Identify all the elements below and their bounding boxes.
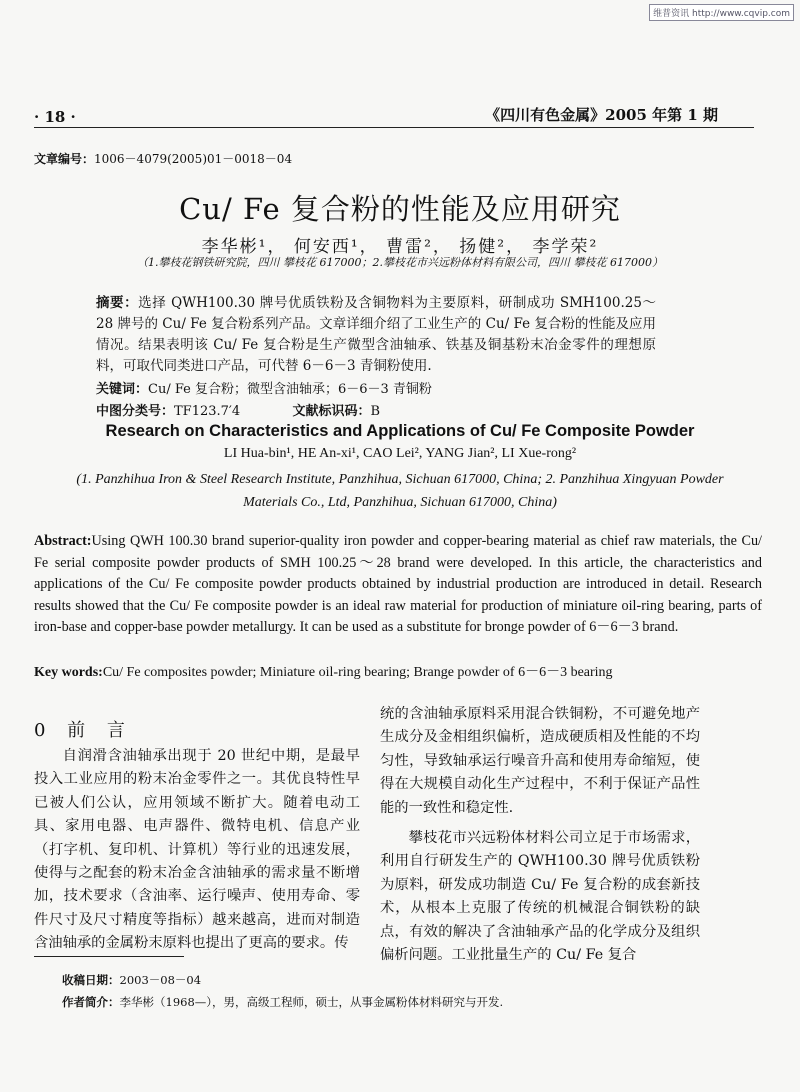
authors-cn: 李华彬¹， 何安西¹， 曹雷²， 扬健²， 李学荣²: [201, 237, 599, 257]
abstract-en: [34, 531, 762, 639]
abstract-cn: [96, 293, 656, 377]
received-value: 2003－08－04: [119, 973, 202, 987]
doc-code-label: 文献标识码：: [292, 404, 371, 419]
keywords-en-label: Key words:: [34, 665, 103, 680]
body-paragraph: 自润滑含油轴承出现于 20 世纪中期，是最早投入工业应用的粉末冶金零件之一。其优良特性早已被人们公认，应用领域不断扩大。随着电动工具、家用电器、电声器件、微特电机、信息产业（打字机、复印机、计算机）等行业的迅速发展，使得与之配套的粉末冶金含油轴承的需求量不断增加，技术要求（含油率、运行噪声、使用寿命、零件尺寸及尺寸精度等指标）越来越高，进而对制造含油轴承的金属粉末原料也提出了更高的要求。传: [34, 748, 360, 952]
affiliation-en: (1. Panzhihua Iron & Steel Research Institute, Panzhihua, Sichuan 617000, China; 2. Panzhihua Xingyuan Powder Materials Co., Ltd, Panzhihua, Sichuan 617000, China): [76, 472, 724, 510]
watermark: 维普资讯 http://www.cqvip.com: [649, 4, 794, 21]
title-en: Research on Characteristics and Applications of Cu/ Fe Composite Powder: [105, 422, 695, 440]
classification: [96, 400, 380, 419]
body-paragraph: 攀枝花市兴远粉体材料公司立足于市场需求，利用自行研发生产的 QWH100.30 牌号优质铁粉为原料，研发成功制造 Cu/ Fe 复合粉的成套新技术，从根本上克服了传统的机械混合铜铁粉的缺点，有效的解决了含油轴承产品的化学成分及组织偏析问题。工业批量生产的 Cu/ Fe 复合: [380, 830, 700, 964]
abstract-cn-text: 选择 QWH100.30 牌号优质铁粉及含铜物料为主要原料，研制成功 SMH100.25～28 牌号的 Cu/ Fe 复合粉系列产品。文章详细介绍了工业生产的 Cu/ Fe 复合粉的性能及应用情况。结果表明该 Cu/ Fe 复合粉是生产微型含油轴承、铁基及铜基粉末冶金零件的理想原料，可取代同类进口产品，可代替 6－6－3 青铜粉使用.: [96, 295, 656, 374]
doc-code-value: B: [370, 404, 381, 419]
clc-label: 中图分类号：: [96, 404, 175, 419]
header-rule: [34, 127, 754, 128]
article-number: [34, 150, 292, 167]
journal-header: 《四川有色金属》2005 年第 1 期: [485, 106, 718, 124]
abstract-cn-label: 摘要：: [96, 295, 139, 311]
body-column-left: [34, 745, 360, 956]
keywords-en-text: Cu/ Fe composites powder; Miniature oil-ring bearing; Brange powder of 6－6－3 bearing: [102, 665, 613, 680]
keywords-cn: [96, 378, 432, 397]
keywords-cn-label: 关键词：: [96, 382, 149, 397]
footnote-rule: [34, 956, 184, 957]
section-heading: 0 前 言: [34, 720, 133, 741]
clc-value: TF123.7′4: [174, 404, 241, 419]
abstract-en-label: Abstract:: [34, 533, 92, 549]
body-paragraph: 统的含油轴承原料采用混合铁铜粉，不可避免地产生成分及金相组织偏析，造成硬质相及性能的不均匀性，导致轴承运行噪音升高和使用寿命缩短，使得在大规模自动化生产过程中，不利于保证产品性能的一致性和稳定性.: [380, 706, 700, 816]
article-number-label: 文章编号：: [34, 152, 95, 166]
affiliation-cn: （1.攀枝花钢铁研究院，四川 攀枝花 617000；2.攀枝花市兴远粉体材料有限公司，四川 攀枝花 617000）: [137, 256, 663, 269]
title-cn: Cu/ Fe 复合粉的性能及应用研究: [179, 192, 621, 226]
abstract-en-text: Using QWH 100.30 brand superior-quality iron powder and copper-bearing material as chief raw materials, the Cu/ Fe serial composite powder products of SMH 100.25～28 brand were developed. In this article, the characteristics and applications of the Cu/ Fe composite powder products obtained by industrial production are introduced in detail. Research results showed that the Cu/ Fe composite powder is an ideal raw material for production of miniature oil-ring bearing, parts of iron-base and copper-base powder metallurgy. It can be used as a substitute for bronge powder of 6－6－3 brand.: [34, 533, 762, 636]
received-label: 收稿日期：: [62, 973, 120, 987]
authors-en: LI Hua-bin¹, HE An-xi¹, CAO Lei², YANG Jian², LI Xue-rong²: [223, 446, 577, 461]
keywords-en: [34, 661, 764, 681]
article-number-value: 1006－4079(2005)01－0018－04: [94, 152, 293, 166]
author-bio-label: 作者简介：: [62, 995, 120, 1009]
page-number: · 18 ·: [34, 108, 76, 126]
author-bio-value: 李华彬（1968—），男，高级工程师，硕士，从事金属粉体材料研究与开发.: [119, 995, 504, 1009]
footnote-received: [62, 972, 201, 988]
keywords-cn-text: Cu/ Fe 复合粉；微型含油轴承；6－6－3 青铜粉: [148, 382, 432, 397]
footnote-author: [62, 994, 503, 1010]
body-column-right: [380, 703, 700, 967]
